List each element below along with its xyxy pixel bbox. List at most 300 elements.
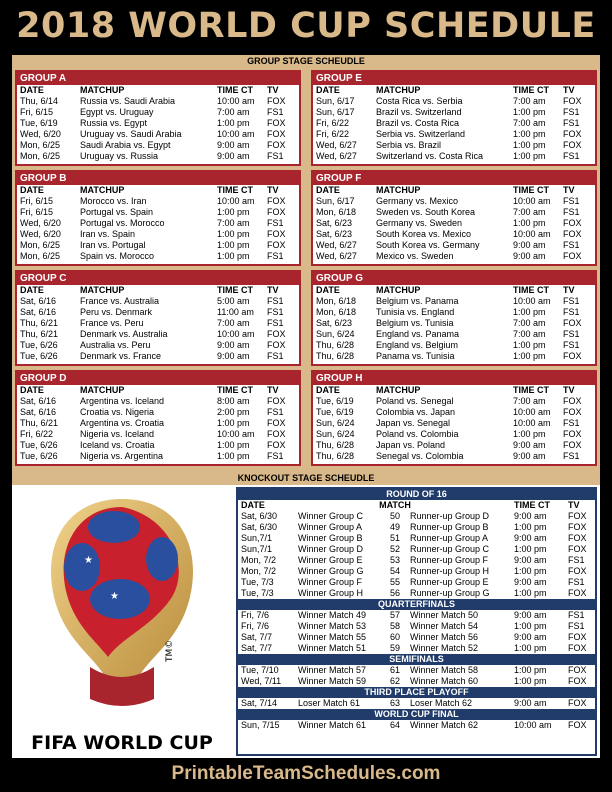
match-time: 1:00 pm bbox=[217, 229, 250, 239]
match-date: Tue, 6/19 bbox=[20, 118, 58, 128]
match-date: Thu, 6/28 bbox=[316, 351, 355, 361]
match-matchup: Costa Rica vs. Serbia bbox=[376, 96, 463, 106]
match-tv: FS1 bbox=[563, 151, 580, 161]
column-header-row bbox=[313, 285, 595, 296]
match-tv: FOX bbox=[267, 429, 286, 439]
column-header-matchup: MATCHUP bbox=[376, 185, 421, 195]
knockout-table bbox=[236, 487, 597, 756]
match-tv: FOX bbox=[267, 96, 286, 106]
match-time: 7:00 am bbox=[513, 207, 546, 217]
knockout-match-date: Sun,7/1 bbox=[241, 533, 273, 543]
knockout-match-away: Loser Match 62 bbox=[410, 698, 473, 708]
match-row bbox=[17, 96, 299, 107]
match-row bbox=[313, 429, 595, 440]
match-time: 1:00 pm bbox=[513, 140, 546, 150]
knockout-match-date: Tue, 7/3 bbox=[241, 588, 274, 598]
match-matchup: Russia vs. Egypt bbox=[80, 118, 148, 128]
match-matchup: Brazil vs. Switzerland bbox=[376, 107, 462, 117]
match-date: Sun, 6/24 bbox=[316, 329, 355, 339]
knockout-match-away: Runner-up Group F bbox=[410, 555, 489, 565]
knockout-match-num: 62 bbox=[389, 676, 400, 686]
group-table bbox=[15, 170, 301, 266]
knockout-match-home: Winner Group E bbox=[298, 555, 363, 565]
match-row bbox=[313, 407, 595, 418]
match-row bbox=[17, 296, 299, 307]
knockout-match-num: 56 bbox=[389, 588, 400, 598]
match-matchup: South Korea vs. Mexico bbox=[376, 229, 472, 239]
match-time: 1:00 pm bbox=[217, 440, 250, 450]
match-date: Wed, 6/20 bbox=[20, 129, 61, 139]
match-row bbox=[17, 129, 299, 140]
column-header-time: TIME CT bbox=[513, 285, 549, 295]
match-date: Sun, 6/17 bbox=[316, 196, 355, 206]
match-row bbox=[313, 229, 595, 240]
knockout-match-tv: FOX bbox=[568, 533, 587, 543]
match-date: Wed, 6/27 bbox=[316, 240, 357, 250]
column-header-tv: TV bbox=[267, 85, 279, 95]
knockout-match-home: Winner Match 55 bbox=[298, 632, 367, 642]
match-date: Mon, 6/25 bbox=[20, 151, 61, 161]
match-time: 2:00 pm bbox=[217, 407, 250, 417]
match-date: Fri, 6/15 bbox=[20, 207, 54, 217]
match-row bbox=[313, 451, 595, 462]
footer-url[interactable]: PrintableTeamSchedules.com bbox=[171, 763, 441, 784]
match-row bbox=[17, 218, 299, 229]
column-header-tv: TV bbox=[568, 500, 580, 510]
page-title: 2018 WORLD CUP SCHEDULE bbox=[16, 6, 596, 46]
column-header-matchup: MATCHUP bbox=[80, 85, 125, 95]
knockout-match-row bbox=[238, 621, 595, 632]
knockout-match-date: Sat, 6/30 bbox=[241, 511, 278, 521]
group-table bbox=[311, 270, 597, 366]
svg-text:★: ★ bbox=[110, 591, 119, 602]
column-header-matchup: MATCHUP bbox=[80, 285, 125, 295]
match-date: Thu, 6/28 bbox=[316, 451, 355, 461]
column-header-time: TIME CT bbox=[217, 385, 253, 395]
match-time: 10:00 am bbox=[217, 96, 255, 106]
match-matchup: Portugal vs. Spain bbox=[80, 207, 154, 217]
match-tv: FS1 bbox=[267, 296, 284, 306]
knockout-match-row bbox=[238, 610, 595, 621]
knockout-match-away: Runner-up Group D bbox=[410, 511, 490, 521]
match-date: Sun, 6/24 bbox=[316, 418, 355, 428]
knockout-match-tv: FOX bbox=[568, 544, 587, 554]
match-row bbox=[17, 196, 299, 207]
round-title: THIRD PLACE PLAYOFF bbox=[238, 687, 595, 698]
match-row bbox=[313, 329, 595, 340]
knockout-match-row bbox=[238, 544, 595, 555]
knockout-match-date: Wed, 7/11 bbox=[241, 676, 282, 686]
knockout-match-row bbox=[238, 533, 595, 544]
knockout-match-home: Winner Group G bbox=[298, 566, 364, 576]
match-matchup: Russia vs. Saudi Arabia bbox=[80, 96, 176, 106]
column-header-tv: TV bbox=[563, 185, 575, 195]
match-tv: FOX bbox=[267, 340, 286, 350]
knockout-match-row bbox=[238, 720, 595, 731]
match-date: Wed, 6/20 bbox=[20, 229, 61, 239]
match-row bbox=[17, 251, 299, 262]
group-name: GROUP C bbox=[17, 272, 299, 285]
match-tv: FOX bbox=[267, 140, 286, 150]
group-stage-panel bbox=[12, 66, 600, 472]
group-stage-label: GROUP STAGE SCHEUDLE bbox=[12, 55, 600, 68]
match-matchup: England vs. Panama bbox=[376, 329, 460, 339]
knockout-match-time: 1:00 pm bbox=[514, 588, 547, 598]
knockout-stage-panel bbox=[12, 485, 600, 758]
match-tv: FOX bbox=[267, 229, 286, 239]
match-date: Wed, 6/27 bbox=[316, 140, 357, 150]
match-tv: FOX bbox=[267, 129, 286, 139]
match-tv: FS1 bbox=[267, 451, 284, 461]
match-matchup: England vs. Belgium bbox=[376, 340, 459, 350]
match-time: 1:00 pm bbox=[513, 218, 546, 228]
match-matchup: Sweden vs. South Korea bbox=[376, 207, 476, 217]
match-row bbox=[17, 396, 299, 407]
knockout-match-date: Sat, 7/7 bbox=[241, 643, 273, 653]
match-matchup: Serbia vs. Brazil bbox=[376, 140, 442, 150]
match-time: 1:00 pm bbox=[513, 151, 546, 161]
column-header-date: DATE bbox=[241, 500, 265, 510]
knockout-match-num: 58 bbox=[389, 621, 400, 631]
match-date: Tue, 6/26 bbox=[20, 451, 58, 461]
knockout-match-num: 57 bbox=[389, 610, 400, 620]
knockout-match-num: 51 bbox=[389, 533, 400, 543]
match-date: Thu, 6/21 bbox=[20, 318, 59, 328]
match-tv: FOX bbox=[267, 207, 286, 217]
knockout-match-row bbox=[238, 577, 595, 588]
knockout-match-time: 10:00 am bbox=[514, 720, 552, 730]
match-time: 9:00 am bbox=[217, 351, 250, 361]
match-date: Tue, 6/19 bbox=[316, 407, 354, 417]
match-matchup: Colombia vs. Japan bbox=[376, 407, 456, 417]
knockout-match-num: 63 bbox=[389, 698, 400, 708]
match-date: Fri, 6/22 bbox=[316, 118, 350, 128]
knockout-match-time: 9:00 am bbox=[514, 555, 547, 565]
match-tv: FOX bbox=[267, 196, 286, 206]
match-matchup: Iran vs. Portugal bbox=[80, 240, 146, 250]
match-tv: FOX bbox=[267, 440, 286, 450]
match-tv: FS1 bbox=[563, 451, 580, 461]
match-time: 10:00 am bbox=[513, 418, 551, 428]
knockout-match-date: Sun, 7/15 bbox=[241, 720, 280, 730]
match-matchup: Uruguay vs. Saudi Arabia bbox=[80, 129, 182, 139]
knockout-match-date: Mon, 7/2 bbox=[241, 566, 277, 576]
match-tv: FOX bbox=[563, 229, 582, 239]
knockout-match-num: 49 bbox=[389, 522, 400, 532]
knockout-match-num: 59 bbox=[389, 643, 400, 653]
match-time: 7:00 am bbox=[513, 96, 546, 106]
match-time: 1:00 pm bbox=[513, 351, 546, 361]
match-row bbox=[313, 418, 595, 429]
match-time: 7:00 am bbox=[513, 396, 546, 406]
match-time: 10:00 am bbox=[513, 407, 551, 417]
match-row bbox=[313, 107, 595, 118]
match-date: Mon, 6/25 bbox=[20, 240, 61, 250]
column-header-time: TIME CT bbox=[513, 185, 549, 195]
knockout-match-row bbox=[238, 588, 595, 599]
trademark-text: TM© bbox=[165, 639, 175, 662]
match-tv: FS1 bbox=[267, 151, 284, 161]
match-time: 11:00 am bbox=[217, 307, 254, 317]
match-tv: FOX bbox=[563, 251, 582, 261]
knockout-match-home: Winner Group C bbox=[298, 511, 364, 521]
match-matchup: Saudi Arabia vs. Egypt bbox=[80, 140, 171, 150]
knockout-match-home: Winner Match 59 bbox=[298, 676, 367, 686]
knockout-match-date: Sat, 7/14 bbox=[241, 698, 278, 708]
match-row bbox=[313, 118, 595, 129]
column-header-row bbox=[17, 185, 299, 196]
match-row bbox=[313, 207, 595, 218]
knockout-match-time: 1:00 pm bbox=[514, 643, 547, 653]
match-date: Wed, 6/20 bbox=[20, 218, 61, 228]
match-row bbox=[17, 418, 299, 429]
knockout-match-row bbox=[238, 643, 595, 654]
group-table bbox=[15, 370, 301, 466]
match-row bbox=[313, 218, 595, 229]
knockout-match-tv: FOX bbox=[568, 643, 587, 653]
match-matchup: Japan vs. Poland bbox=[376, 440, 446, 450]
match-date: Tue, 6/26 bbox=[20, 440, 58, 450]
match-row bbox=[17, 429, 299, 440]
match-matchup: Nigeria vs. Iceland bbox=[80, 429, 155, 439]
knockout-match-row bbox=[238, 566, 595, 577]
match-tv: FOX bbox=[267, 240, 286, 250]
match-matchup: Poland vs. Colombia bbox=[376, 429, 459, 439]
match-time: 5:00 am bbox=[217, 296, 250, 306]
match-date: Sun, 6/24 bbox=[316, 429, 355, 439]
knockout-match-time: 1:00 pm bbox=[514, 544, 547, 554]
match-row bbox=[17, 229, 299, 240]
round-title: ROUND OF 16 bbox=[238, 489, 595, 500]
match-row bbox=[17, 340, 299, 351]
knockout-match-num: 53 bbox=[389, 555, 400, 565]
match-matchup: Australia vs. Peru bbox=[80, 340, 151, 350]
match-tv: FS1 bbox=[563, 296, 580, 306]
knockout-match-date: Fri, 7/6 bbox=[241, 621, 270, 631]
match-matchup: Senegal vs. Colombia bbox=[376, 451, 464, 461]
group-name: GROUP G bbox=[313, 272, 595, 285]
knockout-match-tv: FS1 bbox=[568, 621, 585, 631]
match-row bbox=[313, 196, 595, 207]
match-date: Fri, 6/15 bbox=[20, 107, 54, 117]
match-date: Mon, 6/25 bbox=[20, 140, 61, 150]
match-matchup: Belgium vs. Panama bbox=[376, 296, 459, 306]
match-time: 9:00 am bbox=[513, 451, 546, 461]
group-table bbox=[311, 370, 597, 466]
match-time: 10:00 am bbox=[217, 429, 255, 439]
match-matchup: Germany vs. Mexico bbox=[376, 196, 459, 206]
match-time: 1:00 pm bbox=[513, 429, 546, 439]
knockout-match-home: Winner Match 61 bbox=[298, 720, 367, 730]
match-tv: FS1 bbox=[563, 196, 580, 206]
group-name: GROUP D bbox=[17, 372, 299, 385]
match-date: Sun, 6/17 bbox=[316, 96, 355, 106]
column-header-date: DATE bbox=[316, 385, 340, 395]
knockout-match-away: Runner-up Group A bbox=[410, 533, 489, 543]
match-time: 1:00 pm bbox=[217, 418, 250, 428]
match-date: Wed, 6/27 bbox=[316, 251, 357, 261]
match-tv: FS1 bbox=[267, 407, 284, 417]
match-date: Tue, 6/26 bbox=[20, 340, 58, 350]
knockout-match-home: Winner Match 51 bbox=[298, 643, 367, 653]
match-tv: FOX bbox=[563, 140, 582, 150]
match-tv: FOX bbox=[267, 329, 286, 339]
match-time: 9:00 am bbox=[217, 340, 250, 350]
column-header-time: TIME CT bbox=[514, 500, 550, 510]
knockout-match-num: 54 bbox=[389, 566, 400, 576]
match-tv: FOX bbox=[563, 440, 582, 450]
match-tv: FOX bbox=[563, 129, 582, 139]
knockout-match-num: 64 bbox=[389, 720, 400, 730]
knockout-match-date: Mon, 7/2 bbox=[241, 555, 277, 565]
knockout-match-row bbox=[238, 511, 595, 522]
knockout-match-time: 1:00 pm bbox=[514, 665, 547, 675]
match-row bbox=[17, 118, 299, 129]
match-row bbox=[17, 440, 299, 451]
match-row bbox=[313, 318, 595, 329]
group-name: GROUP E bbox=[313, 72, 595, 85]
match-matchup: Iran vs. Spain bbox=[80, 229, 136, 239]
column-header-time: TIME CT bbox=[217, 85, 253, 95]
column-header-match: MATCH bbox=[379, 500, 411, 510]
match-matchup: Nigeria vs. Argentina bbox=[80, 451, 164, 461]
match-date: Wed, 6/27 bbox=[316, 151, 357, 161]
match-matchup: Egypt vs. Uruguay bbox=[80, 107, 154, 117]
column-header-tv: TV bbox=[563, 85, 575, 95]
match-time: 7:00 am bbox=[217, 318, 250, 328]
match-row bbox=[313, 296, 595, 307]
match-time: 1:00 pm bbox=[217, 240, 250, 250]
match-row bbox=[313, 129, 595, 140]
column-header-tv: TV bbox=[267, 285, 279, 295]
knockout-match-tv: FOX bbox=[568, 698, 587, 708]
match-date: Fri, 6/15 bbox=[20, 196, 54, 206]
match-matchup: France vs. Australia bbox=[80, 296, 160, 306]
match-matchup: Denmark vs. France bbox=[80, 351, 162, 361]
match-tv: FOX bbox=[563, 96, 582, 106]
match-tv: FS1 bbox=[563, 107, 580, 117]
round-title: SEMIFINALS bbox=[238, 654, 595, 665]
match-tv: FOX bbox=[563, 396, 582, 406]
knockout-match-time: 1:00 pm bbox=[514, 566, 547, 576]
match-time: 1:00 pm bbox=[513, 129, 546, 139]
knockout-match-tv: FOX bbox=[568, 588, 587, 598]
group-table bbox=[15, 270, 301, 366]
knockout-match-time: 9:00 am bbox=[514, 511, 547, 521]
column-header-matchup: MATCHUP bbox=[376, 285, 421, 295]
knockout-match-num: 61 bbox=[389, 665, 400, 675]
match-date: Mon, 6/18 bbox=[316, 307, 357, 317]
knockout-match-home: Winner Group F bbox=[298, 577, 363, 587]
column-header-tv: TV bbox=[563, 385, 575, 395]
column-header-date: DATE bbox=[20, 385, 44, 395]
match-matchup: Argentina vs. Croatia bbox=[80, 418, 165, 428]
match-tv: FOX bbox=[563, 407, 582, 417]
knockout-match-row bbox=[238, 555, 595, 566]
match-matchup: Serbia vs. Switzerland bbox=[376, 129, 466, 139]
match-time: 7:00 am bbox=[513, 318, 546, 328]
match-matchup: Brazil vs. Costa Rica bbox=[376, 118, 460, 128]
match-date: Sat, 6/23 bbox=[316, 229, 353, 239]
match-row bbox=[17, 140, 299, 151]
match-tv: FS1 bbox=[563, 207, 580, 217]
match-time: 10:00 am bbox=[217, 329, 255, 339]
match-date: Sat, 6/23 bbox=[316, 218, 353, 228]
knockout-match-tv: FS1 bbox=[568, 577, 585, 587]
knockout-match-away: Winner Match 50 bbox=[410, 610, 479, 620]
match-matchup: Uruguay vs. Russia bbox=[80, 151, 159, 161]
column-header-tv: TV bbox=[563, 285, 575, 295]
group-table bbox=[311, 70, 597, 166]
match-row bbox=[313, 396, 595, 407]
match-date: Mon, 6/18 bbox=[316, 296, 357, 306]
match-date: Mon, 6/18 bbox=[316, 207, 357, 217]
match-row bbox=[17, 151, 299, 162]
knockout-match-date: Tue, 7/10 bbox=[241, 665, 279, 675]
match-time: 1:00 pm bbox=[217, 207, 250, 217]
match-row bbox=[17, 451, 299, 462]
knockout-match-time: 1:00 pm bbox=[514, 522, 547, 532]
knockout-match-tv: FOX bbox=[568, 566, 587, 576]
column-header-row bbox=[238, 500, 595, 511]
match-date: Sat, 6/16 bbox=[20, 296, 57, 306]
knockout-match-home: Winner Group D bbox=[298, 544, 364, 554]
knockout-match-num: 50 bbox=[389, 511, 400, 521]
match-tv: FOX bbox=[267, 418, 286, 428]
match-time: 9:00 am bbox=[513, 240, 546, 250]
match-time: 10:00 am bbox=[217, 196, 255, 206]
match-date: Tue, 6/19 bbox=[316, 396, 354, 406]
match-time: 1:00 pm bbox=[217, 118, 250, 128]
column-header-matchup: MATCHUP bbox=[80, 185, 125, 195]
knockout-match-home: Winner Group H bbox=[298, 588, 364, 598]
knockout-match-date: Tue, 7/3 bbox=[241, 577, 274, 587]
knockout-match-time: 1:00 pm bbox=[514, 621, 547, 631]
match-matchup: Tunisia vs. England bbox=[376, 307, 455, 317]
match-tv: FS1 bbox=[563, 240, 580, 250]
match-date: Thu, 6/14 bbox=[20, 96, 59, 106]
match-row bbox=[313, 340, 595, 351]
match-matchup: France vs. Peru bbox=[80, 318, 144, 328]
match-matchup: Poland vs. Senegal bbox=[376, 396, 454, 406]
match-date: Thu, 6/28 bbox=[316, 440, 355, 450]
match-tv: FOX bbox=[563, 429, 582, 439]
knockout-match-time: 1:00 pm bbox=[514, 676, 547, 686]
knockout-match-date: Sun,7/1 bbox=[241, 544, 273, 554]
match-time: 1:00 pm bbox=[217, 251, 250, 261]
match-time: 10:00 am bbox=[513, 229, 551, 239]
match-date: Sat, 6/16 bbox=[20, 407, 57, 417]
logo-wordmark: FIFA WORLD CUP bbox=[31, 732, 213, 754]
column-header-row bbox=[313, 385, 595, 396]
group-name: GROUP B bbox=[17, 172, 299, 185]
match-row bbox=[17, 318, 299, 329]
match-tv: FS1 bbox=[267, 318, 284, 328]
match-date: Fri, 6/22 bbox=[20, 429, 54, 439]
knockout-match-tv: FOX bbox=[568, 511, 587, 521]
column-header-matchup: MATCHUP bbox=[80, 385, 125, 395]
knockout-match-away: Winner Match 54 bbox=[410, 621, 479, 631]
match-tv: FS1 bbox=[563, 340, 580, 350]
match-row bbox=[17, 107, 299, 118]
knockout-match-date: Fri, 7/6 bbox=[241, 610, 270, 620]
match-tv: FS1 bbox=[267, 218, 284, 228]
match-date: Mon, 6/25 bbox=[20, 251, 61, 261]
match-row bbox=[17, 307, 299, 318]
match-time: 10:00 am bbox=[513, 196, 551, 206]
knockout-match-tv: FOX bbox=[568, 665, 587, 675]
match-date: Sat, 6/16 bbox=[20, 396, 57, 406]
